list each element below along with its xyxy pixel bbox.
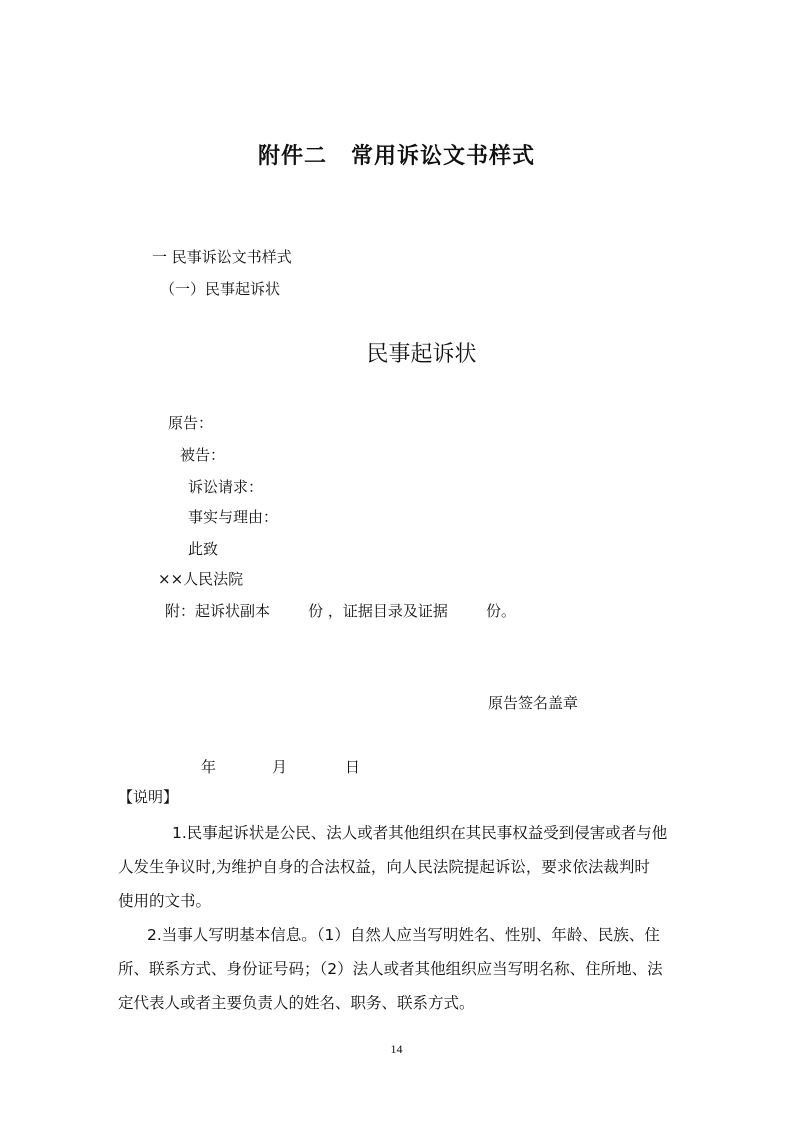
claims-label: 诉讼请求：	[188, 478, 264, 496]
notes-line-4: 2.当事人写明基本信息。（1）自然人应当写明姓名、性别、年龄、民族、住	[147, 926, 660, 944]
page-heading	[0, 144, 793, 170]
notes-line-6: 定代表人或者主要负责人的姓名、职务、联系方式。	[118, 994, 475, 1012]
notes-heading: 【说明】	[118, 788, 179, 806]
section-level2: （一）民事起诉状	[160, 280, 281, 298]
signature-line: 原告签名盖章	[488, 694, 579, 712]
attachment-line: 附：起诉状副本 份 ，证据目录及证据 份。	[165, 602, 517, 620]
heading-part2: 常用诉讼文书样式	[351, 144, 536, 169]
defendant-label: 被告：	[180, 446, 226, 464]
facts-label: 事实与理由：	[188, 508, 279, 526]
notes-line-5: 所、联系方式、身份证号码；（2）法人或者其他组织应当写明名称、住所地、法	[118, 960, 663, 978]
salutation: 此致	[188, 540, 219, 558]
notes-line-3: 使用的文书。	[118, 892, 212, 910]
date-line	[201, 758, 360, 776]
section-level1: 一 民事诉讼文书样式	[152, 248, 292, 266]
heading-part1: 附件二	[257, 144, 327, 169]
page-number: 14	[390, 1042, 403, 1056]
date-day: 日	[345, 758, 361, 776]
date-month: 月	[272, 758, 288, 776]
court-name: ××人民法院	[158, 570, 244, 588]
document-title: 民事起诉状	[366, 342, 477, 367]
date-year: 年	[201, 758, 217, 776]
plaintiff-label: 原告：	[168, 414, 214, 432]
notes-line-2: 人发生争议时,为维护自身的合法权益，向人民法院提起诉讼，要求依法裁判时	[118, 858, 650, 876]
notes-line-1: 1.民事起诉状是公民、法人或者其他组织在其民事权益受到侵害或者与他	[172, 824, 668, 842]
